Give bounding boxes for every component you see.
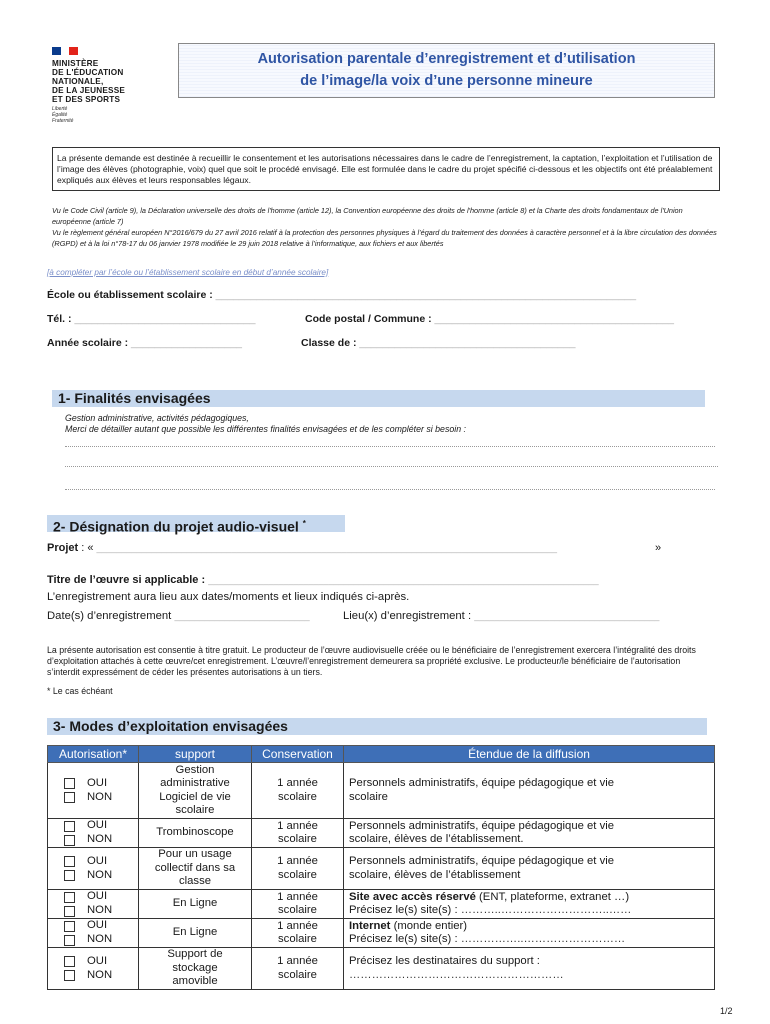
- oui-checkbox[interactable]: [64, 856, 75, 867]
- conservation-line: scolaire: [278, 933, 317, 945]
- oui-label: OUI: [87, 819, 108, 832]
- legal-paragraph: Vu le règlement général européen N°2016/679 du 27 avril 2016 relatif à la protection des personnes physiques à l’égard du traitement des données à caractère personnel et à la libre circulation des données (RGPD) et à la loi n°78-17 du 06 janvier 1978 modifiée le 29 juin 2018 relative à l’informatique, aux fichiers et aux libertés: [52, 228, 717, 248]
- non-checkbox[interactable]: [64, 935, 75, 946]
- dotted-line: [65, 466, 718, 467]
- title-field: Titre de l’œuvre si applicable : ______________________________________________________________________________: [47, 574, 599, 586]
- table-row: [48, 819, 715, 848]
- support-line: Logiciel de vie: [159, 790, 231, 803]
- support-line: amovible: [172, 975, 218, 988]
- support-line: Pour un usage: [158, 848, 232, 861]
- scope-line: scolaire, élèves de l’établissement.: [349, 833, 524, 845]
- dotted-fill: ………..………………………..……: [460, 904, 632, 916]
- places-label: Lieu(x) d’enregistrement :: [343, 610, 472, 622]
- section-1-line: Gestion administrative, activités pédagogiques,: [65, 413, 249, 423]
- section-2-header: [47, 515, 345, 535]
- modes-table: [47, 745, 715, 990]
- conservation-cell: [252, 919, 344, 948]
- dotted-fill: …………………………………………………: [349, 968, 564, 981]
- scope-cell: [344, 890, 715, 919]
- project-label: Projet: [47, 542, 79, 554]
- conservation-cell: [252, 819, 344, 848]
- conservation-cell: [252, 890, 344, 919]
- header-conservation: Conservation: [252, 746, 344, 763]
- places-field: Lieu(x) d’enregistrement : _____________________________________: [343, 610, 660, 622]
- section-1-text: [65, 413, 715, 435]
- oui-checkbox[interactable]: [64, 921, 75, 932]
- free-of-charge-text: La présente autorisation est consentie à titre gratuit. Le producteur de l’œuvre audiovisuelle créée ou le bénéficiaire de l’enregistrement exercera l’intégralité des droits d’exploitation attachés à cette œuvre/cet enregistrement. L’œuvre/l’enregistrement demeurera sa propriété exclusive. Le producteur/le bénéficiaire de l’autorisation s’interdit expressément de céder les présentes autorisations à un tiers.: [47, 645, 696, 677]
- support-line: collectif dans sa: [154, 861, 236, 874]
- school-field: École ou établissement scolaire : ________________________________________________________________________: [47, 289, 637, 301]
- legal-references: [52, 205, 720, 249]
- conservation-cell: [252, 763, 344, 819]
- intro-box: [52, 147, 720, 191]
- authorization-cell: [48, 819, 139, 848]
- support-line: Support de: [167, 948, 223, 961]
- support-line: En Ligne: [172, 926, 218, 939]
- scope-cell: [344, 919, 715, 948]
- scope-line: Personnels administratifs, équipe pédagogique et vie: [349, 819, 615, 832]
- section-1-header: 1- Finalités envisagées: [52, 390, 705, 407]
- authorization-cell: [48, 763, 139, 819]
- recording-note: L’enregistrement aura lieu aux dates/moments et lieux indiqués ci-après.: [47, 591, 410, 603]
- support-cell: [139, 948, 252, 990]
- support-line: classe: [178, 875, 212, 888]
- support-line: Trombinoscope: [156, 826, 234, 839]
- conservation-line: 1 année: [277, 890, 318, 903]
- page-number: 1/2: [720, 1006, 733, 1016]
- postal-field: Code postal / Commune : _________________________________________: [305, 313, 674, 325]
- support-line: En Ligne: [172, 897, 218, 910]
- document-title: [178, 43, 715, 98]
- non-label: NON: [87, 868, 113, 881]
- table-row: [48, 919, 715, 948]
- table-row: [48, 890, 715, 919]
- section-2-title: 2- Désignation du projet audio-visuel: [53, 518, 299, 535]
- support-cell: [139, 919, 252, 948]
- authorization-cell: [48, 848, 139, 890]
- non-label: NON: [87, 904, 113, 917]
- section-3-header: 3- Modes d’exploitation envisagées: [47, 718, 707, 735]
- table-header-row: [48, 746, 715, 763]
- ministry-line: DE L'ÉDUCATION: [52, 68, 124, 77]
- title-line-2: de l’image/la voix d’une personne mineure: [300, 73, 593, 89]
- table-row: [48, 848, 715, 890]
- oui-label: OUI: [87, 919, 108, 932]
- intro-text: La présente demande est destinée à recueillir le consentement et les autorisations nécessaires dans le cadre de l’enregistrement, la captation, l’exploitation et l’utilisation de l’image des élèves (photographie, voix) quel que soit le procédé envisagé. Elle est formulée dans le cadre du projet spécifié ci-dessous et les objectifs ont été préalablement expliqués aux élèves et leurs responsables légaux.: [57, 153, 713, 185]
- support-cell: [139, 819, 252, 848]
- project-quote-open: : «: [81, 542, 94, 554]
- conservation-line: 1 année: [277, 919, 318, 932]
- conservation-line: 1 année: [277, 819, 318, 832]
- non-checkbox[interactable]: [64, 792, 75, 803]
- project-field: Projet : « ____________________________________________________________________________________________ »: [47, 542, 662, 554]
- section-1-line: Merci de détailler autant que possible les différentes finalités envisagées et de les compléter si besoin :: [65, 424, 466, 434]
- conservation-line: 1 année: [277, 855, 318, 867]
- non-label: NON: [87, 933, 113, 946]
- legal-paragraph: Vu le Code Civil (article 9), la Déclaration universelle des droits de l'homme (article 12), la Convention européenne des droits de l'homme (article 8) et la Charte des droits fondamentaux de l'Union européenne (article 7): [52, 206, 683, 226]
- non-checkbox[interactable]: [64, 870, 75, 881]
- ministry-line: ET DES SPORTS: [52, 95, 121, 104]
- scope-cell: [344, 848, 715, 890]
- scope-line: scolaire: [349, 790, 388, 803]
- ministry-line: MINISTÈRE: [52, 59, 99, 68]
- non-checkbox[interactable]: [64, 970, 75, 981]
- support-line: administrative: [160, 777, 230, 789]
- tel-field: Tél. : _______________________________: [47, 313, 256, 325]
- title-label: Titre de l’œuvre si applicable :: [47, 574, 206, 586]
- oui-checkbox[interactable]: [64, 821, 75, 832]
- motto-line: Fraternité: [52, 118, 74, 124]
- scope-cell: [344, 948, 715, 990]
- authorization-cell: [48, 919, 139, 948]
- table-row: [48, 948, 715, 990]
- dates-field: Date(s) d’enregistrement ___________________________: [47, 610, 310, 622]
- scope-line: Précisez le(s) site(s) :: [349, 904, 458, 916]
- support-cell: [139, 848, 252, 890]
- scope-rest: (monde entier): [390, 919, 468, 932]
- title-line-1: Autorisation parentale d’enregistrement et d’utilisation: [257, 51, 636, 67]
- conservation-line: scolaire: [278, 790, 317, 803]
- class-label: Classe de :: [301, 337, 357, 349]
- school-label: École ou établissement scolaire :: [47, 289, 213, 301]
- year-field: Année scolaire : ___________________: [47, 337, 242, 349]
- non-label: NON: [87, 790, 113, 803]
- scope-line: Précisez le(s) site(s) :: [349, 933, 458, 945]
- project-quote-close: »: [655, 542, 662, 554]
- postal-label: Code postal / Commune :: [305, 313, 432, 325]
- oui-checkbox[interactable]: [64, 956, 75, 967]
- scope-line: scolaire, élèves de l’établissement: [349, 868, 521, 881]
- year-label: Année scolaire :: [47, 337, 129, 349]
- oui-checkbox[interactable]: [64, 778, 75, 789]
- conservation-line: scolaire: [278, 904, 317, 916]
- header-support: support: [139, 746, 252, 763]
- non-checkbox[interactable]: [64, 835, 75, 846]
- conservation-cell: [252, 948, 344, 990]
- conservation-line: scolaire: [278, 868, 317, 881]
- french-flag-logo: [52, 47, 78, 55]
- conservation-line: scolaire: [278, 968, 317, 981]
- motto-line: Égalité: [52, 112, 68, 118]
- motto-line: Liberté: [52, 106, 68, 112]
- dotted-line: [65, 489, 715, 490]
- scope-cell: [344, 763, 715, 819]
- support-line: stockage: [172, 961, 218, 974]
- conservation-line: scolaire: [278, 833, 317, 845]
- scope-bold: Site avec accès réservé: [349, 890, 476, 903]
- non-label: NON: [87, 968, 113, 981]
- scope-cell: [344, 819, 715, 848]
- conservation-cell: [252, 848, 344, 890]
- authorization-cell: [48, 890, 139, 919]
- oui-label: OUI: [87, 776, 108, 789]
- oui-label: OUI: [87, 954, 108, 967]
- ministry-name: [52, 59, 125, 104]
- tel-label: Tél. :: [47, 313, 72, 325]
- header-etendue: Étendue de la diffusion: [344, 746, 715, 763]
- scope-bold: Internet: [349, 919, 391, 932]
- oui-label: OUI: [87, 854, 108, 867]
- oui-label: OUI: [87, 890, 108, 903]
- non-label: NON: [87, 833, 113, 846]
- asterisk: *: [302, 519, 306, 528]
- conservation-line: 1 année: [277, 777, 318, 789]
- dates-label: Date(s) d’enregistrement: [47, 610, 172, 622]
- scope-rest: (ENT, plateforme, extranet …): [475, 890, 630, 903]
- ministry-line: NATIONALE,: [52, 77, 104, 86]
- support-line: scolaire: [175, 804, 215, 816]
- table-row: [48, 763, 715, 819]
- dotted-line: [65, 446, 715, 447]
- footnote: * Le cas échéant: [47, 686, 113, 696]
- conservation-line: 1 année: [277, 955, 318, 967]
- authorization-cell: [48, 948, 139, 990]
- oui-checkbox[interactable]: [64, 892, 75, 903]
- header-autorisation: Autorisation*: [48, 746, 139, 763]
- support-cell: [139, 890, 252, 919]
- support-line: Gestion: [175, 763, 215, 776]
- non-checkbox[interactable]: [64, 906, 75, 917]
- fill-hint: [à compléter par l’école ou l’établissement scolaire en début d’année scolaire]: [47, 268, 329, 277]
- scope-line: Précisez les destinataires du support :: [349, 955, 540, 967]
- class-field: Classe de : _____________________________________: [301, 337, 576, 349]
- scope-line: Personnels administratifs, équipe pédagogique et vie: [349, 855, 615, 867]
- dotted-fill: ……………..………………………: [460, 933, 626, 945]
- scope-line: Personnels administratifs, équipe pédagogique et vie: [349, 777, 615, 789]
- republic-motto: [52, 106, 73, 124]
- ministry-line: DE LA JEUNESSE: [52, 86, 126, 95]
- support-cell: [139, 763, 252, 819]
